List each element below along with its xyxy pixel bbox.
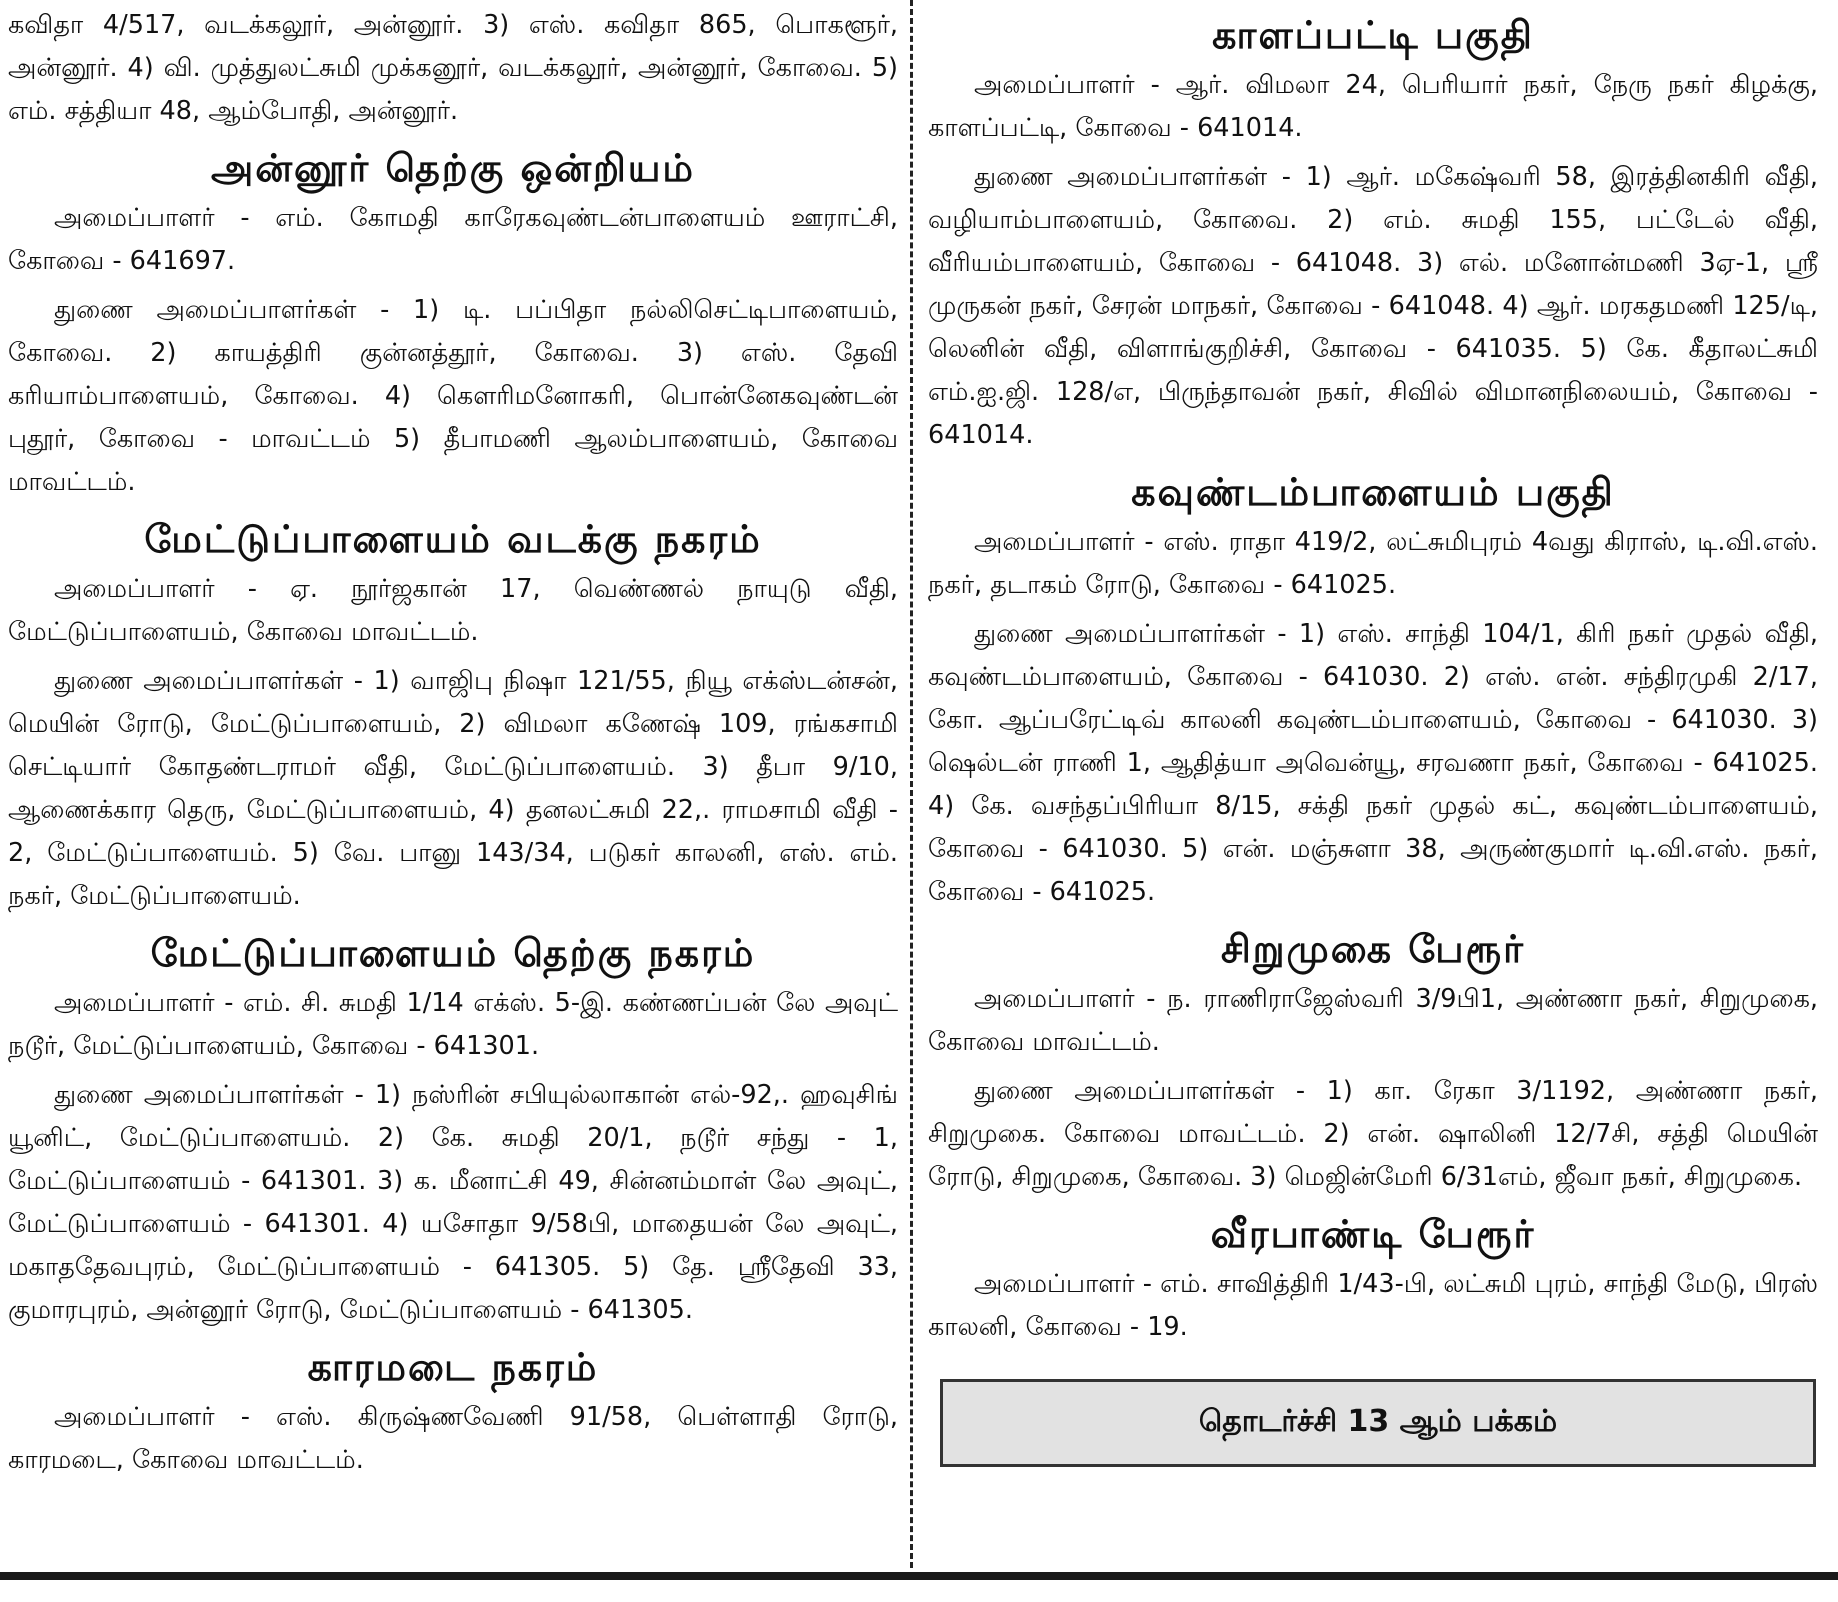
- annur-south-organizer: அமைப்பாளர் - எம். கோமதி காரேகவுண்டன்பாளையம் ஊராட்சி, கோவை - 641697.: [8, 203, 898, 276]
- veerapandi-organizer: அமைப்பாளர் - எம். சாவித்திரி 1/43-பி, லட்சுமி புரம், சாந்தி மேடு, பிரஸ் காலனி, கோவை - 19.: [928, 1269, 1818, 1342]
- continued-on-page-label: தொடர்ச்சி 13 ஆம் பக்கம்: [1198, 1403, 1558, 1439]
- kalapatti-organizer: அமைப்பாளர் - ஆர். விமலா 24, பெரியார் நகர், நேரு நகர் கிழக்கு, காளப்பட்டி, கோவை - 641014.: [928, 70, 1818, 143]
- annur-south-deputies: துணை அமைப்பாளர்கள் - 1) டி. பப்பிதா நல்லிசெட்டிபாளையம், கோவை. 2) காயத்திரி குன்னத்தூர், கோவை. 3) எஸ். தேவி கரியாம்பாளையம், கோவை. 4) கௌரிமனோகரி, பொன்னேகவுண்டன் புதூர், கோவை - மாவட்டம் 5) தீபாமணி ஆலம்பாளையம், கோவை மாவட்டம்.: [8, 295, 898, 497]
- continued-on-page-box: [940, 1379, 1816, 1467]
- kavundampalayam-organizer: அமைப்பாளர் - எஸ். ராதா 419/2, லட்சுமிபுரம் 4வது கிராஸ், டி.வி.எஸ். நகர், தடாகம் ரோடு, கோவை - 641025.: [928, 527, 1818, 600]
- section-title-veerapandi: வீரபாண்டி பேரூர்: [1210, 1212, 1536, 1256]
- bottom-rule: [0, 1572, 1838, 1580]
- section-title-mettupalayam-north: மேட்டுப்பாளையம் வடக்கு நகரம்: [144, 517, 762, 561]
- kalapatti-deputies: துணை அமைப்பாளர்கள் - 1) ஆர். மகேஷ்வரி 58, இரத்தினகிரி வீதி, வழியாம்பாளையம், கோவை. 2) எம். சுமதி 155, பட்டேல் வீதி, வீரியம்பாளையம், கோவை - 641048. 3) எல். மனோன்மணி 3ஏ-1, ஸ்ரீ முருகன் நகர், சேரன் மாநகர், கோவை - 641048. 4) ஆர். மரகதமணி 125/டி, லெனின் வீதி, விளாங்குறிச்சி, கோவை - 641035. 5) கே. கீதாலட்சுமி எம்.ஐ.ஜி. 128/எ, பிருந்தாவன் நகர், சிவில் விமானநிலையம், கோவை - 641014.: [928, 162, 1818, 450]
- section-title-annur-south: அன்னூர் தெற்கு ஒன்றியம்: [210, 146, 696, 190]
- sirumugai-deputies: துணை அமைப்பாளர்கள் - 1) கா. ரேகா 3/1192, அண்ணா நகர், சிறுமுகை. கோவை மாவட்டம். 2) என். ஷாலினி 12/7சி, சத்தி மெயின் ரோடு, சிறுமுகை, கோவை. 3) மெஜின்மேரி 6/31எம், ஜீவா நகர், சிறுமுகை.: [928, 1076, 1818, 1192]
- karamadai-organizer: அமைப்பாளர் - எஸ். கிருஷ்ணவேணி 91/58, பெள்ளாதி ரோடு, காரமடை, கோவை மாவட்டம்.: [8, 1402, 898, 1475]
- section-title-karamadai: காரமடை நகரம்: [307, 1345, 599, 1389]
- section-title-kalapatti: காளப்பட்டி பகுதி: [1212, 13, 1534, 57]
- mettupalayam-north-deputies: துணை அமைப்பாளர்கள் - 1) வாஜிபு நிஷா 121/55, நியூ எக்ஸ்டன்சன், மெயின் ரோடு, மேட்டுப்பாளையம், 2) விமலா கணேஷ் 109, ரங்கசாமி செட்டியார் கோதண்டராமர் வீதி, மேட்டுப்பாளையம். 3) தீபா 9/10, ஆணைக்கார தெரு, மேட்டுப்பாளையம், 4) தனலட்சுமி 22,. ராமசாமி வீதி - 2, மேட்டுப்பாளையம். 5) வே. பானு 143/34, படுகர் காலனி, எஸ். எம். நகர், மேட்டுப்பாளையம்.: [8, 666, 898, 911]
- mettupalayam-north-organizer: அமைப்பாளர் - ஏ. நூர்ஜகான் 17, வெண்ணல் நாயுடு வீதி, மேட்டுப்பாளையம், கோவை மாவட்டம்.: [8, 574, 898, 647]
- section-title-kavundampalayam: கவுண்டம்பாளையம் பகுதி: [1131, 470, 1615, 514]
- kavundampalayam-deputies: துணை அமைப்பாளர்கள் - 1) எஸ். சாந்தி 104/1, கிரி நகர் முதல் வீதி, கவுண்டம்பாளையம், கோவை - 641030. 2) எஸ். என். சந்திரமுகி 2/17, கோ. ஆப்பரேட்டிவ் காலனி கவுண்டம்பாளையம், கோவை - 641030. 3) ஷெல்டன் ராணி 1, ஆதித்யா அவென்யூ, சரவணா நகர், கோவை - 641025. 4) கே. வசந்தப்பிரியா 8/15, சக்தி நகர் முதல் கட், கவுண்டம்பாளையம், கோவை - 641030. 5) என். மஞ்சுளா 38, அருண்குமார் டி.வி.எஸ். நகர், கோவை - 641025.: [928, 619, 1818, 907]
- left-column: [8, 0, 898, 1568]
- section-title-sirumugai: சிறுமுகை பேரூர்: [1221, 927, 1525, 971]
- right-column: [928, 0, 1818, 1568]
- sirumugai-organizer: அமைப்பாளர் - ந. ராணிராஜேஸ்வரி 3/9பி1, அண்ணா நகர், சிறுமுகை, கோவை மாவட்டம்.: [928, 984, 1818, 1057]
- column-divider: [910, 0, 913, 1568]
- section-title-mettupalayam-south: மேட்டுப்பாளையம் தெற்கு நகரம்: [150, 931, 756, 975]
- mettupalayam-south-organizer: அமைப்பாளர் - எம். சி. சுமதி 1/14 எக்ஸ். 5-இ. கண்ணப்பன் லே அவுட் நடூர், மேட்டுப்பாளையம், கோவை - 641301.: [8, 988, 898, 1061]
- left-intro-paragraph: கவிதா 4/517, வடக்கலூர், அன்னூர். 3) எஸ். கவிதா 865, பொகளூர், அன்னூர். 4) வி. முத்துலட்சுமி முக்கனூர், வடக்கலூர், அன்னூர், கோவை. 5) எம். சத்தியா 48, ஆம்போதி, அன்னூர்.: [8, 10, 898, 126]
- mettupalayam-south-deputies: துணை அமைப்பாளர்கள் - 1) நஸ்ரின் சபியுல்லாகான் எல்-92,. ஹவுசிங் யூனிட், மேட்டுப்பாளையம். 2) கே. சுமதி 20/1, நடூர் சந்து - 1, மேட்டுப்பாளையம் - 641301. 3) க. மீனாட்சி 49, சின்னம்மாள் லே அவுட், மேட்டுப்பாளையம் - 641301. 4) யசோதா 9/58பி, மாதையன் லே அவுட், மகாததேவபுரம், மேட்டுப்பாளையம் - 641305. 5) தே. ஸ்ரீதேவி 33, குமாரபுரம், அன்னூர் ரோடு, மேட்டுப்பாளையம் - 641305.: [8, 1080, 898, 1325]
